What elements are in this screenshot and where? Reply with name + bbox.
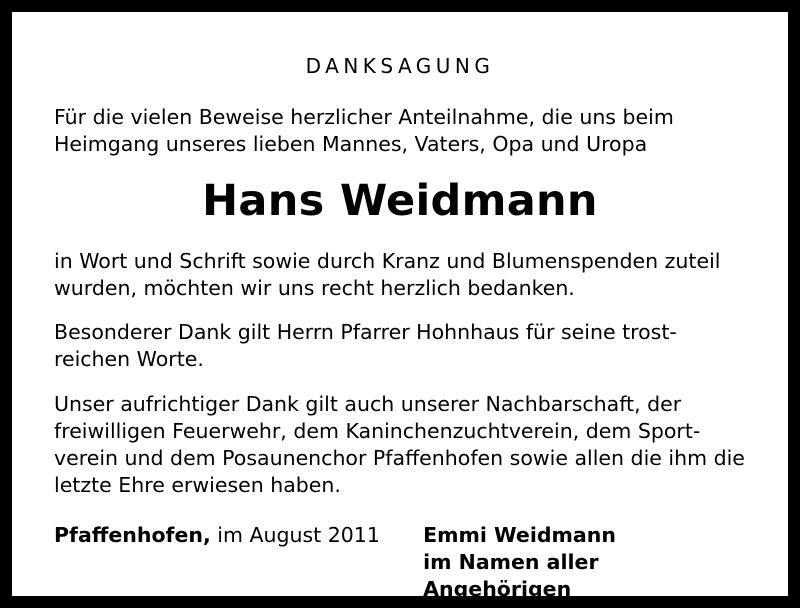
footer — [54, 522, 746, 604]
footer-place: Pfaffenhofen, — [54, 522, 211, 547]
paragraph-four: Unser aufrichtiger Dank gilt auch unserer Nachbarschaft, der freiwilligen Feuerwehr, dem Kaninchenzuchtverein, dem Sport-verein und dem Posaunenchor Pfaffenhofen sowie allen die ihm die letzte Ehre erwiesen haben. — [54, 391, 745, 498]
signer-name: Emmi Weidmann — [423, 522, 616, 547]
paragraph-two: in Wort und Schrift sowie durch Kranz und Blumenspenden zuteil wurden, möchten wir uns recht herzlich bedanken. — [54, 248, 721, 300]
intro-paragraph: Für die vielen Beweise herzlicher Anteilnahme, die uns beim Heimgang unseres lieben Mannes, Vaters, Opa und Uropa — [54, 105, 674, 157]
footer-date: im August 2011 — [210, 522, 380, 547]
footer-signature — [423, 522, 746, 604]
footer-place-date — [54, 522, 423, 549]
signer-note: im Namen aller Angehörigen — [423, 549, 599, 601]
paragraph-three: Besonderer Dank gilt Herrn Pfarrer Hohnhaus für seine trost-reichen Worte. — [54, 320, 677, 372]
notice-heading: DANKSAGUNG — [305, 54, 495, 78]
obituary-card — [12, 12, 788, 601]
deceased-name: Hans Weidmann — [202, 175, 598, 226]
